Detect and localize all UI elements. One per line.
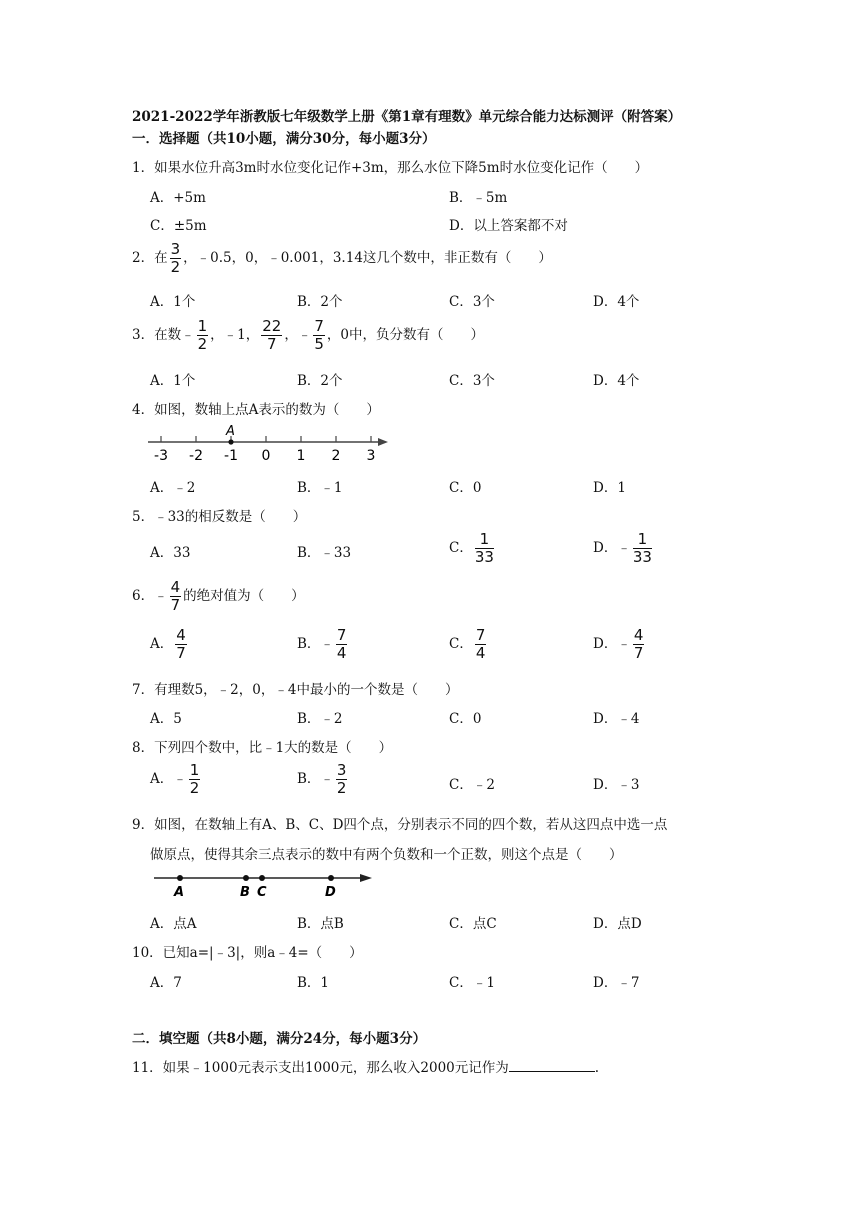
q9-option-c: C．点C [449, 916, 497, 932]
q6-suffix: 的绝对值为（ ） [183, 588, 305, 604]
option-prefix: A． [150, 636, 174, 652]
point-c-label: C [257, 885, 267, 900]
q8-option-b [297, 763, 349, 796]
option-prefix: C． [449, 636, 473, 652]
fraction [175, 628, 187, 661]
fraction-numerator: 1 [197, 317, 208, 335]
q8-option-a [150, 763, 202, 796]
q2-option-c: C．3个 [449, 294, 495, 310]
fraction-numerator: 22 [262, 317, 282, 335]
fraction-denominator: 7 [170, 596, 181, 614]
axis-tick-label: 1 [296, 448, 306, 464]
fraction-denominator: 5 [314, 335, 324, 353]
fraction-numerator: 4 [633, 626, 644, 644]
q5-option-c [449, 532, 496, 565]
fraction [475, 532, 494, 565]
point-b-dot [243, 875, 249, 881]
fraction-denominator: 33 [632, 548, 652, 566]
option-prefix: D．﹣ [593, 636, 631, 652]
fraction [633, 532, 652, 565]
fraction-denominator: 7 [633, 644, 644, 662]
question-6-stem [132, 580, 305, 613]
question-7-stem: 7．有理数5，﹣2，0，﹣4中最小的一个数是（ ） [132, 682, 459, 698]
question-5-stem: 5．﹣33的相反数是（ ） [132, 509, 307, 525]
q2-suffix: ，﹣0.5，0，﹣0.001，3.14这几个数中，非正数有（ ） [183, 250, 552, 266]
fraction-numerator: 1 [189, 761, 200, 779]
point-a-label: A [174, 885, 185, 900]
fraction-denominator: 2 [170, 258, 181, 276]
point-d-label: D [325, 885, 336, 900]
q1-option-c: C．±5m [150, 218, 207, 234]
q8-option-c: C．﹣2 [449, 777, 495, 793]
q5-option-d [593, 532, 654, 565]
q3-text: ，﹣ [284, 327, 312, 343]
q10-option-a: A．7 [150, 975, 182, 991]
q1-option-a: A．+5m [150, 190, 206, 206]
fraction [475, 628, 487, 661]
question-4-stem: 4．如图，数轴上点A表示的数为（ ） [132, 402, 380, 418]
q10-option-d: D．﹣7 [593, 975, 640, 991]
point-a-label: A [226, 424, 235, 439]
q6-prefix: 6．﹣ [132, 588, 168, 604]
q11-text: 11．如果﹣1000元表示支出1000元，那么收入2000元记作为 [132, 1060, 509, 1076]
axis-tick-label: -2 [189, 448, 203, 464]
fraction-denominator: 7 [267, 335, 277, 353]
q4-option-c: C．0 [449, 480, 482, 496]
q5-option-a: A．33 [150, 545, 191, 561]
fraction [633, 628, 645, 661]
question-2-stem [132, 242, 552, 275]
q6-option-b [297, 628, 349, 661]
option-prefix: C． [449, 540, 473, 556]
q2-option-d: D．4个 [593, 294, 640, 310]
fraction-numerator: 3 [336, 761, 347, 779]
q10-option-c: C．﹣1 [449, 975, 495, 991]
page-title: 2021-2022学年浙教版七年级数学上册《第1章有理数》单元综合能力达标测评（附答案） [132, 109, 682, 125]
number-line-figure-q9 [150, 866, 380, 902]
section-heading-fill-blank: 二．填空题（共8小题，满分24分，每小题3分） [132, 1031, 427, 1047]
fraction [197, 319, 209, 352]
axis-arrow [378, 438, 388, 446]
fraction-numerator: 3 [170, 240, 181, 258]
fraction [313, 319, 325, 352]
option-prefix: A．﹣ [150, 771, 187, 787]
fraction-numerator: 1 [633, 532, 652, 549]
q4-option-a: A．﹣2 [150, 480, 196, 496]
number-line-figure-q4 [140, 420, 400, 468]
option-prefix: B．﹣ [297, 636, 334, 652]
q11-period: . [594, 1060, 600, 1076]
q3-prefix: 3．在数﹣ [132, 327, 195, 343]
q1-option-d: D．以上答案都不对 [449, 218, 568, 234]
q6-option-a [150, 628, 189, 661]
q9-option-a: A．点A [150, 916, 197, 932]
fraction-numerator: 1 [475, 532, 494, 549]
fraction-denominator: 2 [336, 779, 347, 797]
q9-option-b: B．点B [297, 916, 344, 932]
point-a-dot [228, 439, 233, 444]
fraction-numerator: 7 [314, 317, 324, 335]
fraction-denominator: 2 [189, 779, 200, 797]
axis-tick-label: 3 [366, 448, 376, 464]
axis-tick-label: -3 [154, 448, 168, 464]
q1-option-b: B．﹣5m [449, 190, 508, 206]
question-9-line1: 9．如图，在数轴上有A、B、C、D四个点，分别表示不同的四个数，若从这四点中选一点 [132, 817, 668, 833]
q3-option-a: A．1个 [150, 373, 196, 389]
fraction-numerator: 4 [170, 578, 181, 596]
q2-option-b: B．2个 [297, 294, 343, 310]
q4-option-d: D．1 [593, 480, 626, 496]
q7-option-b: B．﹣2 [297, 711, 343, 727]
fraction-numerator: 7 [336, 626, 347, 644]
q9-option-d: D．点D [593, 916, 642, 932]
fraction-denominator: 7 [176, 644, 186, 662]
q2-option-a: A．1个 [150, 294, 196, 310]
fraction [170, 242, 182, 275]
point-a-dot [177, 875, 183, 881]
q6-option-d [593, 628, 646, 661]
fraction-denominator: 33 [474, 548, 494, 566]
point-c-dot [259, 875, 265, 881]
fraction [336, 628, 348, 661]
question-1-stem: 1．如果水位升高3m时水位变化记作+3m，那么水位下降5m时水位变化记作（ ） [132, 160, 649, 176]
fraction-numerator: 7 [475, 626, 486, 644]
option-prefix: D．﹣ [593, 540, 631, 556]
axis-tick-label: 0 [261, 448, 271, 464]
q6-option-c [449, 628, 488, 661]
fraction [189, 763, 201, 796]
question-3-stem [132, 319, 484, 352]
q3-option-d: D．4个 [593, 373, 640, 389]
q7-option-a: A．5 [150, 711, 182, 727]
q7-option-c: C．0 [449, 711, 482, 727]
q3-text: ，﹣1， [210, 327, 260, 343]
fraction [170, 580, 182, 613]
fraction-denominator: 2 [197, 335, 208, 353]
question-10-stem: 10．已知a=|﹣3|，则a﹣4=（ ） [132, 945, 363, 961]
fraction [336, 763, 348, 796]
fraction-denominator: 4 [336, 644, 347, 662]
q3-option-c: C．3个 [449, 373, 495, 389]
fraction [261, 319, 282, 352]
q2-prefix: 2．在 [132, 250, 168, 266]
question-9-line2: 做原点，使得其余三点表示的数中有两个负数和一个正数，则这个点是（ ） [150, 847, 623, 863]
fraction-numerator: 4 [176, 626, 186, 644]
axis-tick-label: -1 [224, 448, 238, 464]
q7-option-d: D．﹣4 [593, 711, 640, 727]
q8-option-d: D．﹣3 [593, 777, 640, 793]
point-b-label: B [240, 885, 250, 900]
question-8-stem: 8．下列四个数中，比﹣1大的数是（ ） [132, 740, 393, 756]
fraction-denominator: 4 [475, 644, 486, 662]
section-heading-choice: 一．选择题（共10小题，满分30分，每小题3分） [132, 131, 436, 147]
option-prefix: B．﹣ [297, 771, 334, 787]
answer-blank[interactable] [509, 1057, 595, 1072]
q4-option-b: B．﹣1 [297, 480, 343, 496]
axis-tick-label: 2 [331, 448, 341, 464]
point-d-dot [328, 875, 334, 881]
q10-option-b: B．1 [297, 975, 330, 991]
q3-suffix: ，0中，负分数有（ ） [326, 327, 484, 343]
axis-arrow [360, 874, 372, 882]
q5-option-b: B．﹣33 [297, 545, 352, 561]
question-11 [132, 1056, 599, 1076]
q3-option-b: B．2个 [297, 373, 343, 389]
